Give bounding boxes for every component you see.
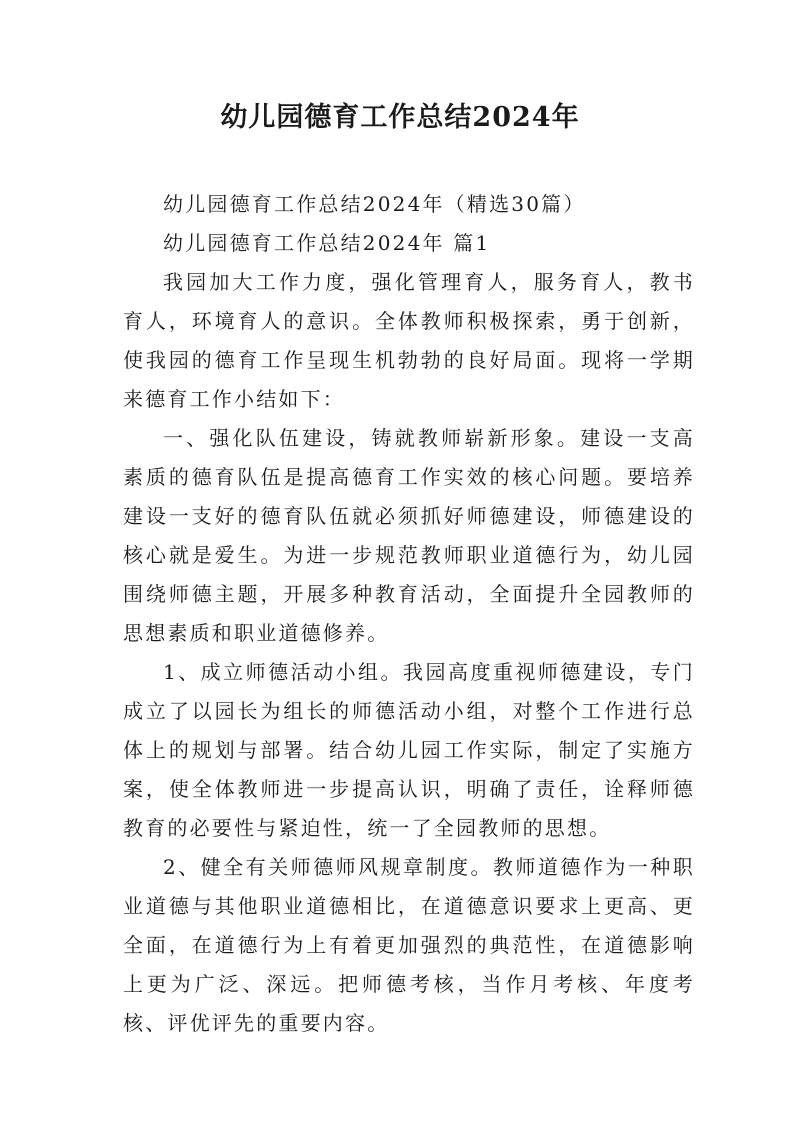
section-heading: 幼儿园德育工作总结2024年 篇1: [163, 231, 491, 255]
subtitle-line: 幼儿园德育工作总结2024年（精选30篇）: [163, 192, 586, 216]
body-paragraph: 一、强化队伍建设，铸就教师崭新形象。建设一支高素质的德育队伍是提高德育工作实效的核心问题。要培养建设一支好的德育队伍就必须抓好师德建设，师德建设的核心就是爱生。为进一步规范教师职业道德行为，幼儿园围绕师德主题，开展多种教育活动，全面提升全园教师的思想素质和职业道德修养。: [123, 426, 695, 645]
document-title: 幼儿园德育工作总结2024年: [220, 102, 580, 133]
body-paragraph: 我园加大工作力度，强化管理育人，服务育人，教书育人，环境育人的意识。全体教师积极探索，勇于创新，使我园的德育工作呈现生机勃勃的良好局面。现将一学期来德育工作小结如下：: [123, 270, 695, 411]
document-body: [123, 185, 695, 1043]
body-paragraph: 1、成立师德活动小组。我园高度重视师德建设，专门成立了以园长为组长的师德活动小组，对整个工作进行总体上的规划与部署。结合幼儿园工作实际，制定了实施方案，使全体教师进一步提高认识，明确了责任，诠释师德教育的必要性与紧迫性，统一了全园教师的思想。: [123, 660, 695, 840]
body-paragraph: 2、健全有关师德师风规章制度。教师道德作为一种职业道德与其他职业道德相比，在道德意识要求上更高、更全面，在道德行为上有着更加强烈的典范性，在道德影响上更为广泛、深远。把师德考核，当作月考核、年度考核、评优评先的重要内容。: [123, 855, 695, 1035]
